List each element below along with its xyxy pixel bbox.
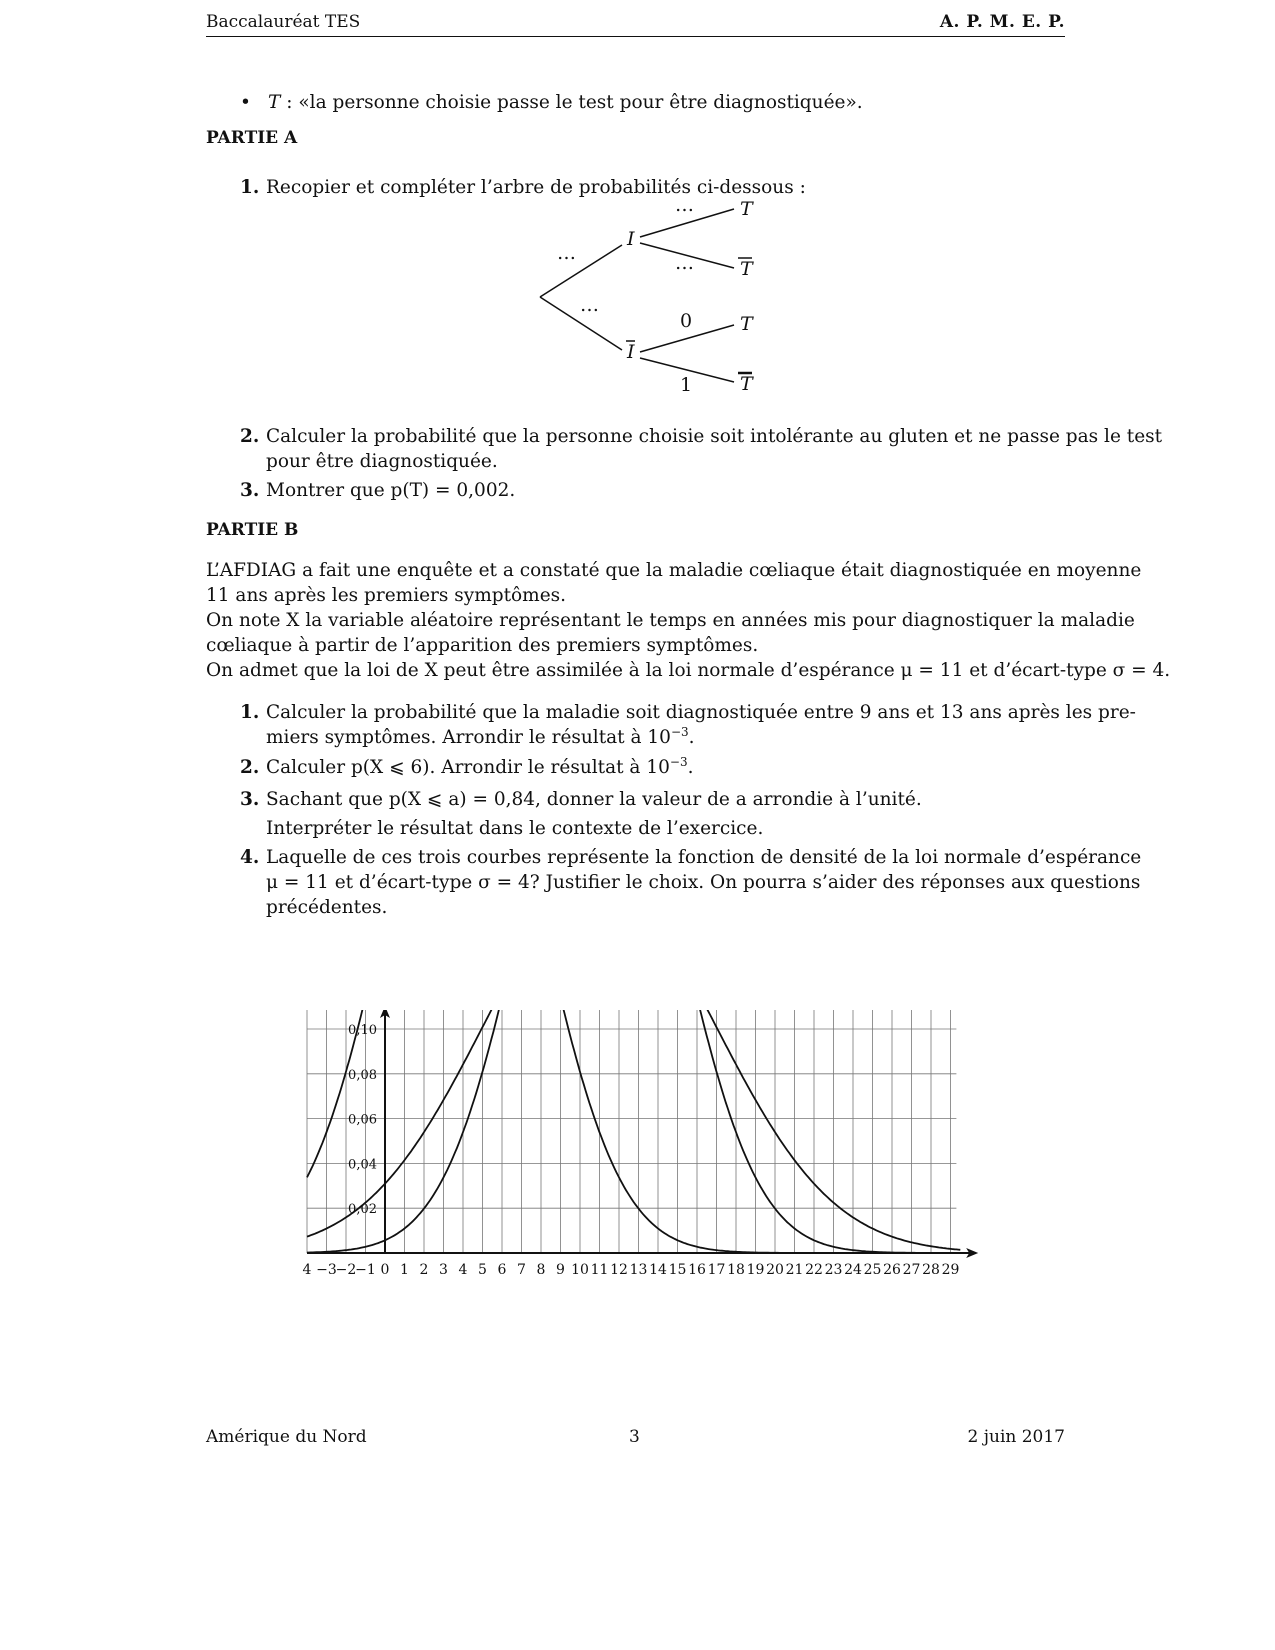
branch-to-I	[540, 245, 622, 297]
x-tick-label: 15	[668, 1262, 687, 1278]
x-tick-label: 8	[536, 1262, 546, 1278]
x-tick-label: 14	[649, 1262, 667, 1278]
leaf-T-1: T	[740, 198, 753, 220]
x-tick-label: 17	[707, 1262, 726, 1278]
x-tick-label: 29	[941, 1262, 960, 1278]
y-tick-label: 0,06	[348, 1112, 377, 1128]
x-tick-label: 25	[863, 1262, 882, 1278]
footer-left: Amérique du Nord	[206, 1427, 367, 1447]
density-chart	[295, 1010, 1015, 1330]
x-tick-label: −1	[355, 1262, 376, 1278]
x-tick-label: 23	[824, 1262, 843, 1278]
x-tick-label: 18	[727, 1262, 745, 1278]
x-tick-label: 12	[610, 1262, 628, 1278]
y-tick-label: 0,10	[348, 1023, 377, 1038]
courbe-2	[307, 1010, 960, 1253]
y-tick-label: 0,02	[348, 1202, 377, 1218]
x-tick-label: 1	[400, 1262, 409, 1278]
x-tick-label: 22	[805, 1262, 823, 1278]
part-b-intro: L’AFDIAG a fait une enquête et a constaté que la maladie cœliaque était diagnostiquée en moyenne 11 ans après les premiers symptômes. On note X la variable aléatoire représentant le temps en années mis pour diagnostiquer la maladie cœliaque à partir de l’apparition des premiers symptômes. On admet que la loi de X peut être assimilée à la loi normale d’espérance μ = 11 et d’écart-type σ = 4.	[206, 560, 1171, 681]
x-tick-label: 4	[458, 1262, 468, 1278]
y-tick-label: 0,04	[348, 1157, 377, 1173]
x-tick-label: 9	[556, 1262, 565, 1278]
x-tick-label: 7	[517, 1262, 526, 1278]
x-tick-label: 11	[590, 1262, 609, 1278]
label-P-Tbar-given-I: …	[675, 252, 694, 274]
x-tick-label: 24	[844, 1262, 862, 1278]
bullet-dot: •	[240, 92, 251, 113]
probability-tree	[500, 195, 820, 410]
label-P-Tbar-given-Ibar: 1	[680, 374, 693, 396]
x-tick-label: 10	[571, 1262, 589, 1278]
node-I-bar: I	[627, 341, 635, 363]
y-tick-label: 0,08	[348, 1067, 377, 1083]
x-tick-label: −3	[316, 1262, 337, 1278]
x-tick-label: 5	[478, 1262, 487, 1278]
leaf-T-bar-1: T	[740, 258, 753, 280]
node-I: I	[627, 228, 635, 250]
header-rule	[206, 36, 1065, 37]
part-b-title: PARTIE B	[206, 520, 299, 540]
label-P-T-given-I: …	[675, 195, 694, 216]
event-definition: : «la personne choisie passe le test pour être diagnostiquée».	[280, 92, 863, 113]
x-tick-label: 6	[497, 1262, 507, 1278]
label-P-Ibar: …	[580, 294, 599, 316]
x-tick-label: 16	[688, 1262, 706, 1278]
page-number: 3	[629, 1427, 640, 1447]
x-tick-label: 27	[902, 1262, 921, 1278]
x-tick-label: −2	[335, 1262, 357, 1278]
x-tick-label: 19	[746, 1262, 765, 1278]
header-left: Baccalauréat TES	[206, 12, 361, 32]
x-tick-label: 2	[419, 1262, 429, 1278]
part-a-title: PARTIE A	[206, 128, 298, 148]
x-tick-label: 0	[380, 1262, 390, 1278]
x-tick-label: 3	[439, 1262, 448, 1278]
x-tick-label: 21	[785, 1262, 804, 1278]
event-symbol: T	[268, 92, 281, 113]
leaf-T-bar-2: T	[740, 373, 753, 395]
header-right: A. P. M. E. P.	[939, 12, 1065, 32]
leaf-T-2: T	[740, 313, 753, 335]
courbe-3	[307, 1010, 960, 1250]
x-tick-label: 20	[766, 1262, 784, 1278]
x-tick-label: 13	[629, 1262, 648, 1278]
courbe-1	[307, 1010, 960, 1253]
x-tick-label: 4	[302, 1262, 312, 1278]
label-P-T-given-Ibar: 0	[680, 310, 693, 332]
x-tick-label: 26	[883, 1262, 901, 1278]
x-tick-label: 28	[922, 1262, 940, 1278]
label-P-I: …	[557, 242, 576, 264]
footer-right: 2 juin 2017	[967, 1427, 1065, 1447]
